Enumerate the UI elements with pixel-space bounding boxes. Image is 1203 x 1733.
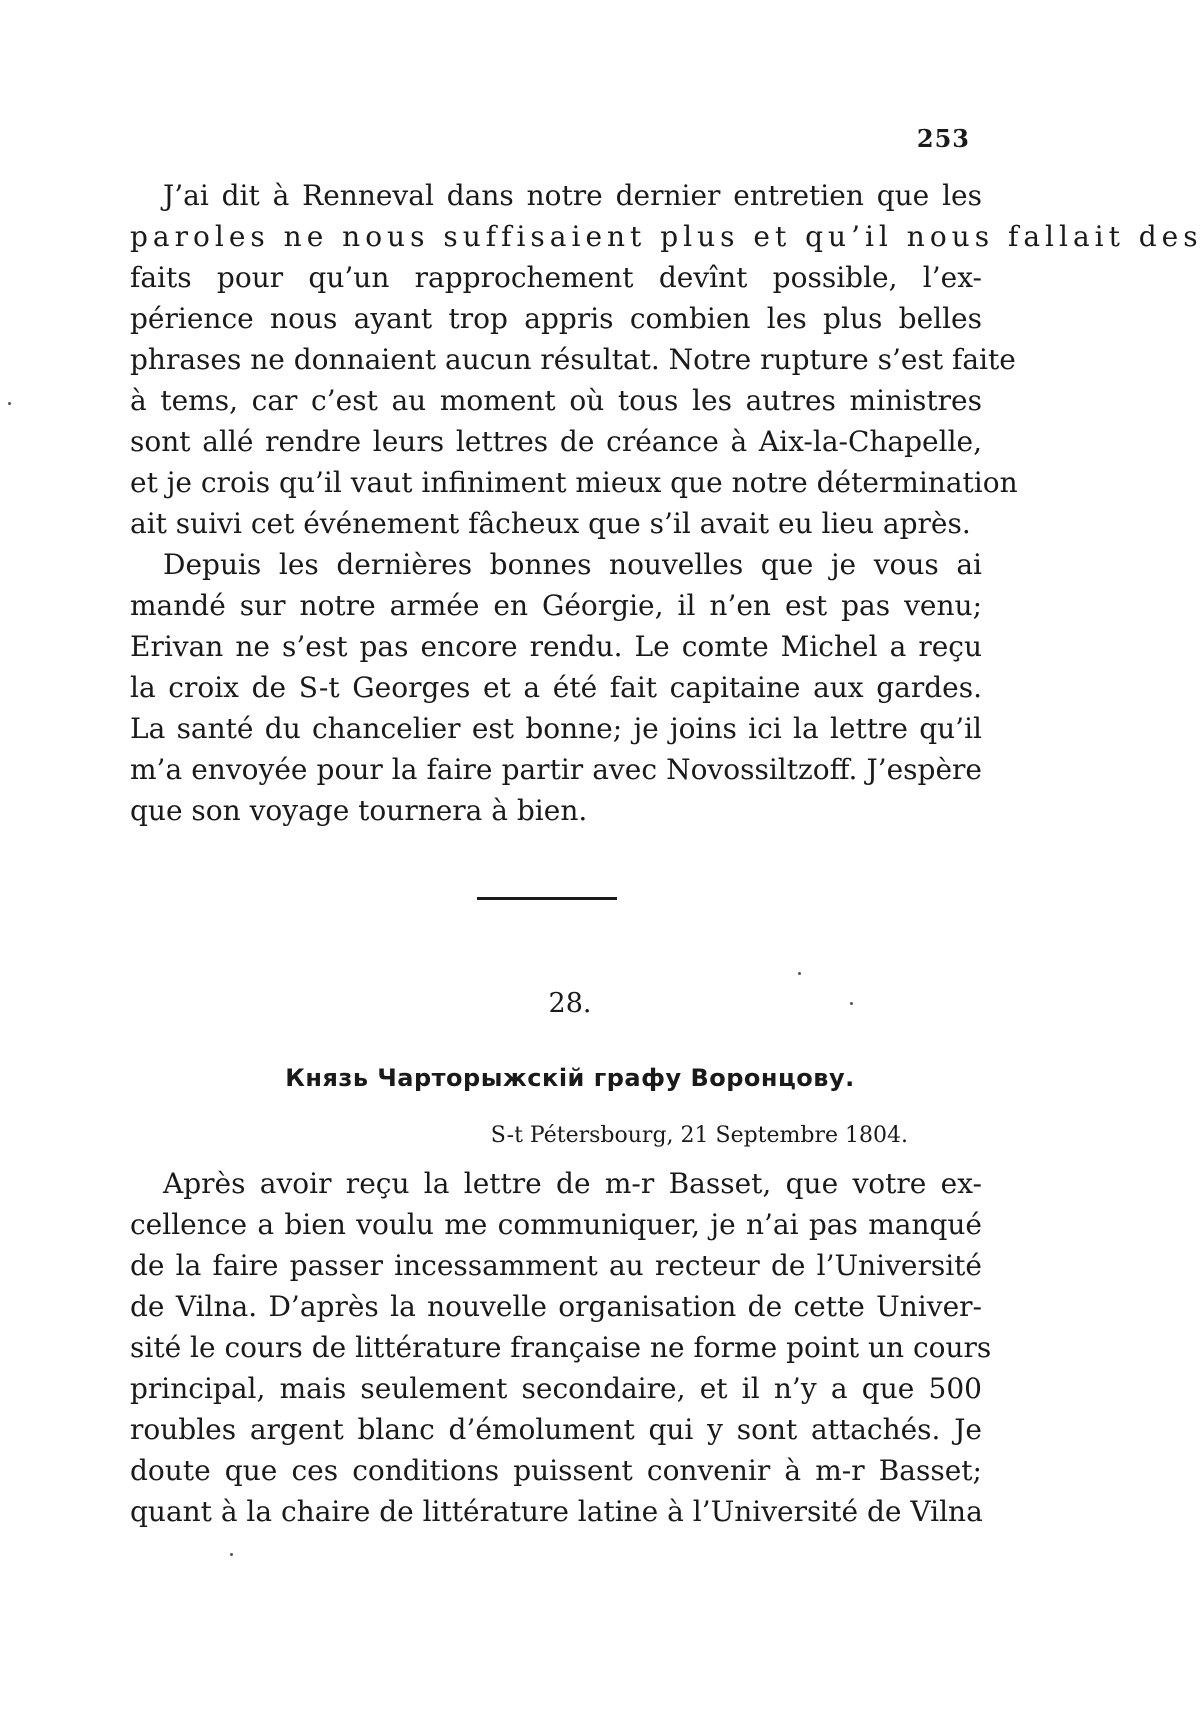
text-line: faits pour qu’un rapprochement devînt possible, l’ex-	[130, 261, 982, 294]
text-line: phrases ne donnaient aucun résultat. Notre rupture s’est faite	[130, 343, 1016, 376]
letter-heading: Князь Чарторыжскій графу Воронцову.	[285, 1064, 855, 1092]
text-line: et je crois qu’il vaut infiniment mieux que notre détermination	[130, 466, 1018, 499]
text-line: que son voyage tournera à bien.	[130, 794, 588, 827]
text-line: de Vilna. D’après la nouvelle organisation de cette Univer-	[130, 1290, 982, 1323]
scan-speck	[850, 1002, 853, 1005]
text-line: Après avoir reçu la lettre de m-r Basset, que votre ex-	[163, 1167, 982, 1200]
text-line: paroles ne nous suffisaient plus et qu’il nous fallait des	[130, 220, 1203, 253]
text-line: la croix de S-t Georges et a été fait capitaine aux gardes.	[130, 671, 982, 704]
text-line: sont allé rendre leurs lettres de créance à Aix-la-Chapelle,	[130, 425, 982, 458]
letter-body	[130, 1163, 992, 1532]
text-line: La santé du chancelier est bonne; je joins ici la lettre qu’il	[130, 712, 982, 745]
text-line: mandé sur notre armée en Géorgie, il n’en est pas venu;	[130, 589, 982, 622]
text-line: roubles argent blanc d’émolument qui y sont attachés. Je	[130, 1413, 982, 1446]
text-line: Erivan ne s’est pas encore rendu. Le comte Michel a reçu	[130, 630, 982, 663]
text-line: cellence a bien voulu me communiquer, je n’ai pas manqué	[130, 1208, 982, 1241]
text-line: principal, mais seulement secondaire, et il n’y a que 500	[130, 1372, 982, 1405]
paragraph-1	[130, 175, 1203, 544]
text-line: m’a envoyée pour la faire partir avec Novossiltzoff. J’espère	[130, 753, 982, 786]
text-line: de la faire passer incessamment au recteur de l’Université	[130, 1249, 982, 1282]
text-line: Depuis les dernières bonnes nouvelles que je vous ai	[163, 548, 982, 581]
text-line: doute que ces conditions puissent convenir à m-r Basset;	[130, 1454, 982, 1487]
scan-speck	[230, 1553, 233, 1556]
text-line: ait suivi cet événement fâcheux que s’il avait eu lieu après.	[130, 507, 971, 540]
letter-number: 28.	[548, 988, 592, 1019]
page-number: 253	[916, 124, 970, 153]
text-line: quant à la chaire de littérature latine à l’Université de Vilna	[130, 1495, 983, 1528]
text-line: périence nous ayant trop appris combien les plus belles	[130, 302, 982, 335]
text-line: J’ai dit à Renneval dans notre dernier entretien que les	[163, 179, 982, 212]
text-line: sité le cours de littérature française ne forme point un cours	[130, 1331, 992, 1364]
letter-dateline: S-t Pétersbourg, 21 Septembre 1804.	[490, 1123, 908, 1148]
text-line: à tems, car c’est au moment où tous les autres ministres	[130, 384, 982, 417]
section-divider	[477, 897, 617, 900]
paragraph-2	[130, 544, 982, 831]
scan-speck	[8, 402, 11, 405]
scan-speck	[798, 972, 801, 975]
